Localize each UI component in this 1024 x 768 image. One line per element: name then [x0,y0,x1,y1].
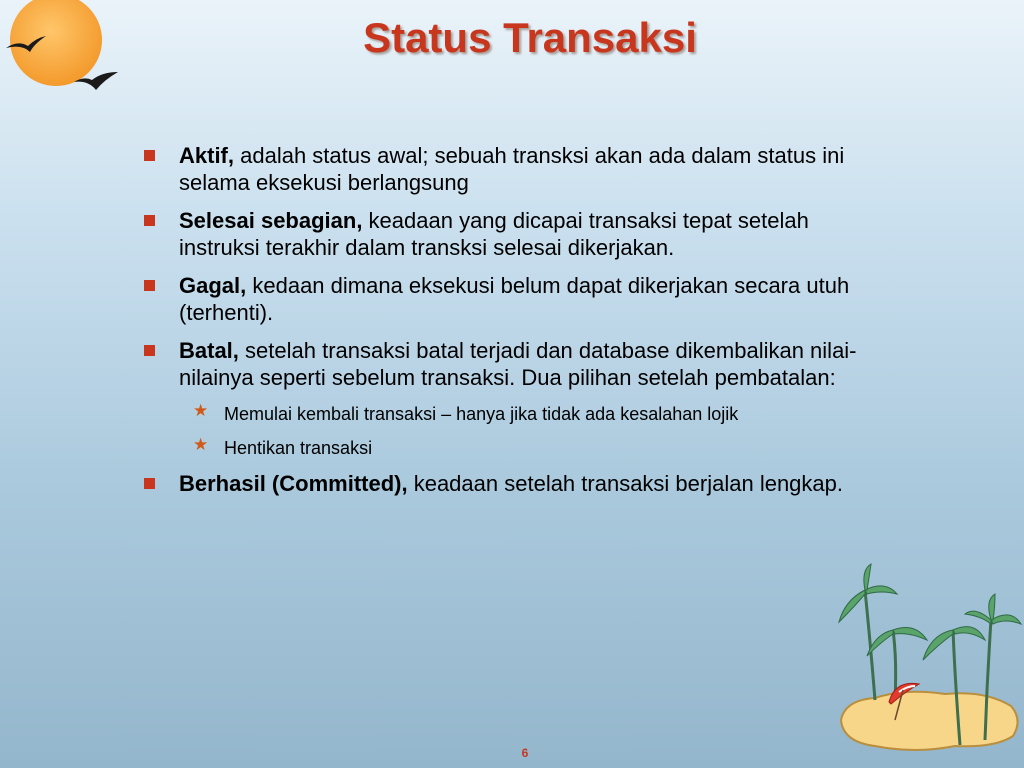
item-term: Gagal, [179,273,247,298]
list-item [140,207,860,261]
sun-with-birds-icon [0,0,120,100]
list-item [140,272,860,326]
slide-title: Status Transaksi [363,14,697,61]
list-item [140,470,860,497]
item-text: kedaan dimana eksekusi belum dapat dikerjakan secara utuh (terhenti). [179,273,850,325]
item-text: adalah status awal; sebuah transksi akan ada dalam status ini selama eksekusi berlangsung [179,143,845,195]
square-bullet-icon [144,280,155,291]
square-bullet-icon [144,150,155,161]
star-bullet-icon: ★ [193,401,209,420]
bullet-list [140,142,860,508]
list-item [140,337,860,391]
item-text: setelah transaksi batal terjadi dan database dikembalikan nilai-nilainya seperti sebelum transaksi. Dua pilihan setelah pembatalan: [179,338,857,390]
item-term: Selesai sebagian, [179,208,363,233]
item-term: Aktif, [179,143,234,168]
sub-item-text: Hentikan transaksi [224,438,373,458]
square-bullet-icon [144,478,155,489]
square-bullet-icon [144,345,155,356]
page-number: 6 [521,746,529,760]
sub-list-item [140,402,860,426]
star-bullet-icon: ★ [193,435,209,454]
square-bullet-icon [144,215,155,226]
item-term: Berhasil (Committed), [179,471,408,496]
item-text: keadaan yang dicapai transaksi tepat setelah instruksi terakhir dalam transksi selesai dikerjakan. [179,208,809,260]
list-item [140,142,860,196]
item-term: Batal, [179,338,239,363]
sub-list-item [140,436,860,460]
sub-item-text: Memulai kembali transaksi – hanya jika tidak ada kesalahan lojik [224,404,739,424]
palm-island-icon [835,560,1024,768]
item-text: keadaan setelah transaksi berjalan lengkap. [407,471,843,496]
